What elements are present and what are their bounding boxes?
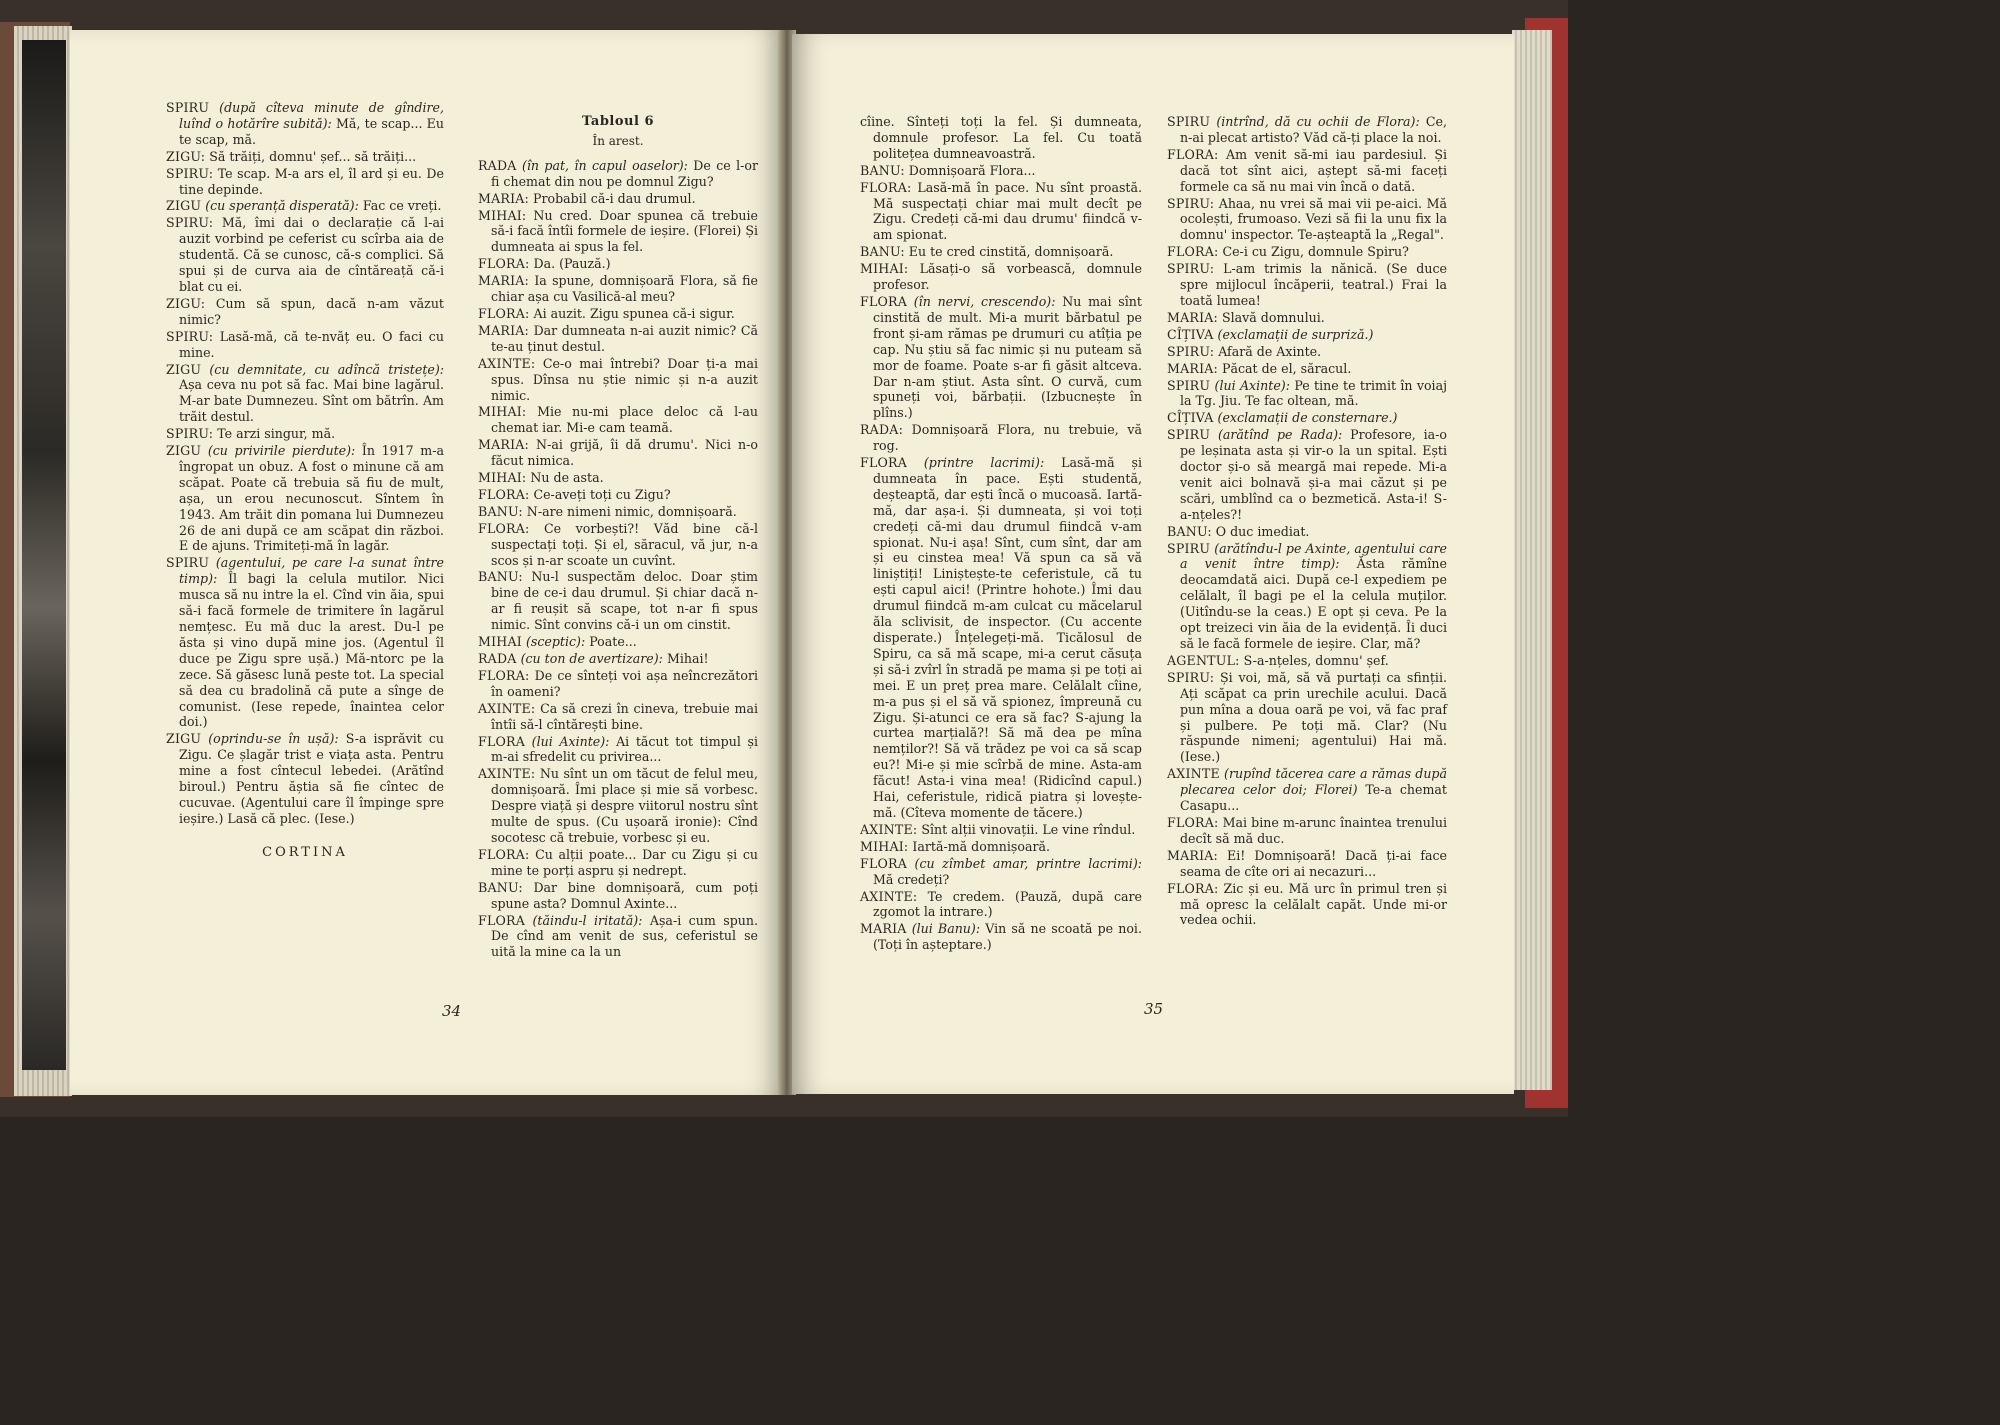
stage-direction: (agentului, pe care l-a sunat între timp): [179,555,444,587]
dialogue-line [860,261,1142,293]
stage-direction: (lui Banu): [911,921,981,937]
dialogue-line [1167,653,1447,669]
speaker-name: CÎȚIVA [1167,410,1214,426]
stage-direction: (cu demnitate, cu adîncă tristețe): [209,361,444,377]
speaker-name: AXINTE: [478,355,536,371]
stage-direction: (printre lacrimi): [923,455,1045,471]
dialogue-line [166,149,444,165]
speaker-name: SPIRU [166,555,210,571]
line-text: Domnișoară Flora, nu trebuie, vă rog. [873,422,1142,454]
speaker-name: MARIA: [1167,847,1218,863]
speaker-name: AXINTE: [478,766,536,782]
speaker-name: ZIGU [166,731,202,747]
speaker-name: FLORA: [478,256,530,272]
line-text: Te-a chemat Casapu... [1180,782,1447,814]
speaker-name: FLORA [860,855,908,871]
dialogue-line [478,569,758,633]
dialogue-line [1167,541,1447,652]
dialogue-line [860,921,1142,953]
line-text: Sînt alții vinovații. Le vine rîndul. [921,821,1136,837]
speaker-name: AXINTE: [860,821,918,837]
dialogue-line [166,100,444,148]
line-text: Păcat de el, săracul. [1222,360,1352,376]
right-page [792,34,1514,1094]
speaker-name: MIHAI [478,634,522,650]
stage-direction: (sceptic): [525,634,586,650]
dialogue-line [1167,244,1447,260]
dialogue-line [860,114,1142,162]
speaker-name: CÎȚIVA [1167,326,1214,342]
left-page-column-2 [478,106,758,961]
speaker-name: BANU: [1167,523,1212,539]
speaker-name: AXINTE: [478,700,536,716]
dialogue-line [1167,670,1447,765]
dialogue-line [166,296,444,328]
speaker-name: SPIRU: [1167,669,1215,685]
speaker-name: MARIA: [1167,309,1218,325]
dialogue-line [478,306,758,322]
dialogue-line [478,701,758,733]
line-text: Și voi, mă, să vă purtați ca sfinții. Ați scăpat ca prin urechile acului. Dacă pun mîna a doua oară pe voi, vă fac praf și pulbere. Pe toți mă. Clar? (Nu răspunde nimeni; agentului) Hai mă. (Iese.) [1180,669,1447,765]
dialogue-line [478,323,758,355]
line-text: De ce l-or fi chemat din nou pe domnul Zigu? [491,157,758,189]
dialogue-line [166,555,444,730]
speaker-name: SPIRU [1167,377,1211,393]
dialogue-line [478,880,758,912]
speaker-name: FLORA: [478,520,530,536]
speaker-name: SPIRU [1167,540,1211,556]
stage-direction: (tăindu-l iritată): [532,912,643,928]
speaker-name: SPIRU: [166,328,214,344]
dialogue-line [860,244,1142,260]
page-number-right: 35 [1144,1000,1164,1018]
dialogue-line [860,163,1142,179]
dialogue-line [478,766,758,846]
line-text: De ce sînteți voi așa neîncrezători în oameni? [491,667,758,699]
stage-direction: (exclamații de consternare.) [1217,410,1398,426]
dialogue-line [478,651,758,667]
stage-direction: (în nervi, crescendo): [913,293,1056,309]
speaker-name: BANU: [478,569,523,585]
line-text: Probabil că-i dau drumul. [533,190,696,206]
right-page-column-2 [1167,114,1447,929]
page-number-left: 34 [442,1002,462,1020]
stage-direction: (intrînd, dă cu ochii de Flora): [1216,114,1420,129]
page-edges-right [1512,30,1552,1090]
line-text: Mă, te scap... Eu te scap, mă. [179,115,444,147]
stage-direction: (lui Axinte): [531,733,610,749]
line-text: N-ai grijă, îi dă drumu'. Nici n-o făcut nimica. [491,437,758,469]
dialogue-line [1167,881,1447,929]
speaker-name: RADA: [860,422,904,438]
line-text: O duc imediat. [1215,523,1310,539]
dialogue-line [478,734,758,766]
scene-heading: Tabloul 6 [581,114,654,129]
speaker-name: FLORA: [478,486,530,502]
line-text: Poate... [589,634,637,650]
speaker-name: SPIRU: [1167,261,1215,277]
dialogue-line [1167,310,1447,326]
speaker-name: FLORA: [1167,146,1219,162]
dialogue-line [166,215,444,295]
dialogue-line [1167,815,1447,847]
dialogue-line [478,668,758,700]
line-text: Vin să ne scoată pe noi. (Toți în așteptare.) [873,921,1142,953]
dialogue-line [1167,427,1447,522]
speaker-name: RADA [478,651,517,666]
line-text: Slavă domnului. [1222,309,1325,325]
stage-direction: (cu speranță disperată): [205,198,359,214]
line-text: Ce, n-ai plecat artisto? Văd că-ți place la noi. [1180,114,1447,145]
line-text: Ia spune, domnișoară Flora, să fie chiar așa cu Vasilică-al meu? [491,273,758,305]
stage-direction: (cu privirile pierdute): [207,443,356,459]
line-text: Ce-o mai întrebi? Doar ți-a mai spus. Dînsa nu știe nimic și n-a auzit nimic. [491,355,758,403]
speaker-name: MIHAI: [860,838,909,854]
dialogue-line [860,180,1142,244]
left-page-column-1 [166,100,444,861]
speaker-name: SPIRU [1167,427,1211,443]
speaker-name: MARIA: [478,322,529,338]
speaker-name: BANU: [860,244,905,260]
dialogue-line [860,856,1142,888]
line-text: Domnișoară Flora... [908,162,1036,178]
dialogue-line [1167,524,1447,540]
dialogue-line [478,208,758,256]
speaker-name: FLORA: [478,667,530,683]
curtain-label: CORTINA [262,844,348,860]
line-text: Ai tăcut tot timpul și m-ai sfredelit cu privirea... [491,733,758,765]
stage-direction: (cu zîmbet amar, printre lacrimi): [914,855,1142,871]
speaker-name: MARIA: [478,273,529,289]
scene-location: În arest. [592,133,644,148]
dialogue-line [860,822,1142,838]
speaker-name: BANU: [860,162,905,178]
line-text: Zic și eu. Mă urc în primul tren și mă opresc la celălalt capăt. Unde mi-or vedea ochii. [1180,880,1447,928]
line-text: Profesore, ia-o pe leșinata asta și vir-o la un spital. Ești doctor și-o să meargă mai repede. Mi-a venit aici bolnavă și-a mai căzut și pe scări, umblînd ca o bezmetică. Asta-i! S-a-nțeles?! [1180,427,1447,522]
line-text: Da. (Pauză.) [533,256,611,272]
line-text: Mie nu-mi place deloc că l-au chemat iar. Mi-e cam teamă. [491,404,758,436]
speaker-name: FLORA [478,912,526,928]
stage-direction: (după cîteva minute de gîndire, luînd o hotărîre subită): [179,100,444,131]
dialogue-line [478,913,758,961]
dialogue-line [478,256,758,272]
photo-insert-edge [22,40,66,1070]
line-text: Nu-l suspectăm deloc. Doar știm bine de ce-i dau drumul. Și chiar dacă n-ar fi reușit să scape, tot n-ar fi spus nimic. Sînt convins că-i un om cinstit. [491,569,758,633]
speaker-name: BANU: [478,503,523,519]
stage-direction: (rupînd tăcerea care a rămas după plecarea celor doi; Florei) [1180,766,1447,798]
line-text: Te arzi singur, mă. [217,426,336,442]
line-text: Lasă-mă în pace. Nu sînt proastă. Mă suspectați chiar mai mult decît pe Zigu. Credeți că-mi dau drumu' fiindcă v-am spionat. [873,179,1142,243]
speaker-name: AXINTE [1167,766,1220,782]
line-text: În 1917 m-a îngropat un obuz. A fost o minune că am scăpat. Poate că trebuia să fiu de mult, așa, un erou necunoscut. Sîntem în 1943. Am trăit din pomana lui Dumnezeu 26 de ani după ce am scăpat din război. E de ajuns. Trimiteți-mă în lagăr. [179,443,444,554]
line-text: N-are nimeni nimic, domnișoară. [526,503,737,519]
speaker-name: AGENTUL: [1167,652,1240,668]
speaker-name: SPIRU [166,100,210,115]
line-text: Nu mai sînt cinstită de mult. Mi-a murit bărbatul pe front și-am rămas pe drumuri cu atîția pe cap. Nu știu să fac nimic și nu puteam să mor de foame. Poate s-ar fi găsit altceva. Dar n-am știut. Asta sînt. O curvă, cum spuneți voi, bărbații. (Izbucnește în plîns.) [873,293,1142,421]
line-text: L-am trimis la nănică. (Se duce spre mijlocul încăperii, teatral.) Frai la toată lumea! [1180,261,1447,308]
dialogue-line [860,455,1142,821]
dialogue-line [860,422,1142,454]
line-text: Ce vorbești?! Văd bine că-l suspectați toți. Și el, săracul, vă jur, n-a scos și n-ar scoate un cuvînt. [491,520,758,568]
dialogue-line [166,731,444,826]
line-text: Afară de Axinte. [1218,343,1322,359]
line-text: Cum să spun, dacă n-am văzut nimic? [179,295,444,327]
speaker-name: SPIRU: [1167,343,1215,359]
speaker-name: FLORA: [860,179,912,195]
line-text: Ahaa, nu vrei să mai vii pe-aici. Mă ocolești, frumoaso. Vezi să fii la unu fix la domnu' inspector. Te-așteaptă la „Regal". [1180,195,1447,243]
line-text: S-a isprăvit cu Zigu. Ce șlagăr trist e viața asta. Pentru mine a fost cîntecul lebedei. (Arătînd biroul.) Pentru ăștia să fie cîntec de cucuvae. (Agentului care îl împinge spre ieșire.) Lasă că plec. (Iese.) [179,731,444,826]
speaker-name: SPIRU: [166,426,214,442]
speaker-name: ZIGU: [166,295,206,311]
speaker-name: ZIGU [166,361,202,377]
dialogue-line [860,889,1142,921]
speaker-name: MARIA [860,921,907,937]
stage-direction: (cu ton de avertizare): [520,651,663,666]
dialogue-line [166,198,444,214]
dialogue-line [478,504,758,520]
line-text: cîine. Sînteți toți la fel. Și dumneata, domnule profesor. La fel. Cu toată politețea dumneavoastră. [860,114,1142,161]
line-text: Lăsați-o să vorbească, domnule profesor. [873,261,1142,293]
dialogue-line [166,443,444,554]
dialogue-line [478,470,758,486]
speaker-name: FLORA: [478,846,530,862]
line-text: Ăsta rămîne deocamdată aici. După ce-l expediem pe celălalt, îl bagi pe el la celula muților. (Uitîndu-se la ceas.) E opt și ceva. Pe la opt treizeci vin ăia de la evidență. Îi duci să le facă formele de ieșire. Clar, mă? [1180,556,1447,651]
line-text: Nu de asta. [530,470,604,486]
line-text: Ei! Domnișoară! Dacă ți-ai face seama de cîte ori ai necazuri... [1180,847,1448,879]
line-text: Ca să crezi în cineva, trebuie mai întîi să-l cîntărești bine. [491,700,758,732]
line-text: Mă credeți? [873,871,950,887]
speaker-name: SPIRU: [1167,195,1215,211]
speaker-name: FLORA: [1167,244,1219,260]
dialogue-line [478,356,758,404]
line-text: Lasă-mă, că te-nvăț eu. O faci cu mine. [179,328,444,360]
line-text: Ce-aveți toți cu Zigu? [533,486,671,502]
left-page [70,30,782,1095]
speaker-name: AXINTE: [860,888,918,904]
line-text: Pe tine te trimit în voiaj la Tg. Jiu. Te fac oltean, mă. [1180,377,1447,409]
speaker-name: FLORA: [1167,814,1219,830]
dialogue-line [1167,147,1447,195]
dialogue-line [1167,410,1447,426]
dialogue-line [1167,344,1447,360]
line-text: Te scap. M-a ars el, îl ard și eu. De tine depinde. [179,165,444,197]
dialogue-line [1167,327,1447,343]
line-text: Mihai! [666,651,709,666]
line-text: Așa-i cum spun. De cînd am venit de sus, ceferistul se uită la mine ca la un [491,912,758,960]
line-text: Mai bine m-arunc înaintea trenului decît să mă duc. [1180,814,1447,846]
dialogue-line [478,487,758,503]
speaker-name: BANU: [478,879,523,895]
dialogue-line [478,158,758,190]
line-text: Te credem. (Pauză, după care zgomot la intrare.) [873,888,1142,920]
speaker-name: MARIA: [478,437,529,453]
line-text: Eu te cred cinstită, domnișoară. [908,244,1114,260]
dialogue-line [478,191,758,207]
speaker-name: FLORA: [478,305,530,321]
line-text: Fac ce vreți. [362,198,442,214]
speaker-name: FLORA [478,733,526,749]
speaker-name: MIHAI: [478,207,527,223]
dialogue-line [860,294,1142,421]
line-text: Nu cred. Doar spunea că trebuie să-i facă întîi formele de ieșire. (Florei) Și dumneata ai spus la fel. [491,207,758,255]
dialogue-line [166,362,444,426]
line-text: Să trăiți, domnu' șef... să trăiți... [209,148,417,164]
dialogue-line [166,166,444,198]
line-text: Lasă-mă și dumneata în pace. Ești studentă, deșteaptă, dar ești încă o mucoasă. Iartă-mă, dar așa-i. Și dumneata, și voi toți credeți că-mi dau drumul fiindcă v-am spionat. Nu-i așa! Sînt, cum sînt, dar am și eu cinstea mea! Vă spun ca să vă liniștiți! Liniștește-te ceferistule, că tu ești capul aici! (Printre hohote.) Îmi dau drumul fiindcă m-am culcat cu măcelarul ăla sclivisit, de inspector. (Cu accente disperate.) Înțelegeți-mă. Ticălosul de Spiru, ca să mă scape, mi-a cerut căsuța și să-i zvîrl în stradă pe mama și pe toți ai mei. E un preț prea mare. Celălalt cîine, m-a pus și el să vă spionez, împreună cu Zigu. Și-atunci ce era să fac? S-ajung la curtea marțială?! Să mă dea pe mîna nemților?! Să vă trădez pe voi ca să scap eu?! Mi-e și mie scîrbă de mine. Asta-am făcut! Asta-i vina mea! (Ridicînd capul.) Hai, ceferistule, ridică piatra și lovește-mă. (Cîteva momente de tăcere.) [873,455,1142,820]
line-text: S-a-nțeles, domnu' șef. [1243,652,1389,668]
speaker-name: SPIRU: [166,165,214,181]
dialogue-line [478,404,758,436]
stage-direction: (arătîndu-l pe Axinte, agentului care a venit între timp): [1180,540,1447,572]
stage-direction: (lui Axinte): [1214,377,1290,393]
speaker-name: MARIA: [1167,360,1218,376]
dialogue-line [1167,114,1447,146]
dialogue-line [478,847,758,879]
line-text: Cu alții poate... Dar cu Zigu și cu mine te porți aspru și nedrept. [491,846,758,878]
speaker-name: ZIGU [166,198,202,214]
speaker-name: ZIGU [166,443,202,459]
line-text: Dar bine domnișoară, cum poți spune asta? Domnul Axinte... [491,879,758,911]
speaker-name: ZIGU: [166,148,206,164]
stage-direction: (exclamații de surpriză.) [1217,326,1374,342]
stage-direction: (în pat, în capul oaselor): [521,157,688,173]
dialogue-line [1167,378,1447,410]
speaker-name: SPIRU [1167,114,1211,129]
speaker-name: RADA [478,157,517,173]
line-text: Dar dumneata n-ai auzit nimic? Că te-au ținut destul. [491,322,758,354]
dialogue-line [1167,766,1447,814]
stage-direction: (oprindu-se în ușă): [208,731,339,747]
line-text: Am venit să-mi iau pardesiul. Și dacă tot sînt aici, aștept să-mi faceți formele ca să nu mai vin încă o dată. [1180,146,1447,194]
line-text: Nu sînt un om tăcut de felul meu, domnișoară. Îmi place și mie să vorbesc. Despre viață și despre viitorul nostru sînt multe de spus. (Cu ușoară ironie): Cînd socotesc că trebuie, vorbesc și eu. [491,766,758,845]
right-page-column-1 [860,114,1142,954]
speaker-name: FLORA: [1167,880,1219,896]
speaker-name: FLORA [860,455,908,471]
scene-dialogue [478,158,758,960]
line-text: Așa ceva nu pot să fac. Mai bine lagărul. M-ar bate Dumnezeu. Sînt om bătrîn. Am trăit destul. [179,377,444,425]
speaker-name: MIHAI: [860,261,909,277]
speaker-name: SPIRU: [166,215,214,231]
line-text: Îl bagi la celula mutilor. Nici musca să nu intre la el. Cînd vin ăia, spui să-i facă formele de trimitere în lagărul nemțesc. Eu mă duc la arest. Du-l pe ăsta și vino după mine jos. (Agentul îl duce pe Zigu spre ușă.) Mă-ntorc pe la zece. Să găsesc lună peste tot. La special să dea cu bradolină că pute a sînge de comunist. (Iese repede, înaintea celor doi.) [179,571,444,730]
line-text: Ai auzit. Zigu spunea că-i sigur. [533,305,735,321]
speaker-name: FLORA [860,293,908,309]
dialogue-line [166,426,444,442]
dialogue-line [860,839,1142,855]
dialogue-line [1167,196,1447,244]
dialogue-line [1167,261,1447,309]
dialogue-line [1167,361,1447,377]
speaker-name: MARIA: [478,190,529,206]
line-text: Ce-i cu Zigu, domnule Spiru? [1222,244,1409,260]
speaker-name: MIHAI: [478,470,527,486]
dialogue-line [478,437,758,469]
stage-direction: (arătînd pe Rada): [1217,427,1343,443]
line-text: Iartă-mă domnișoară. [912,838,1050,854]
dialogue-line [478,521,758,569]
dialogue-line [478,634,758,650]
dialogue-line [1167,848,1447,880]
dialogue-line [478,273,758,305]
line-text: Mă, îmi dai o declarație că l-ai auzit vorbind pe ceferist cu scîrba aia de studentă. Că se cunosc, că-s complici. Să spui și de curva aia de cîntăreață că-i blat cu ei. [179,215,444,294]
dialogue-line [166,329,444,361]
speaker-name: MIHAI: [478,404,527,420]
